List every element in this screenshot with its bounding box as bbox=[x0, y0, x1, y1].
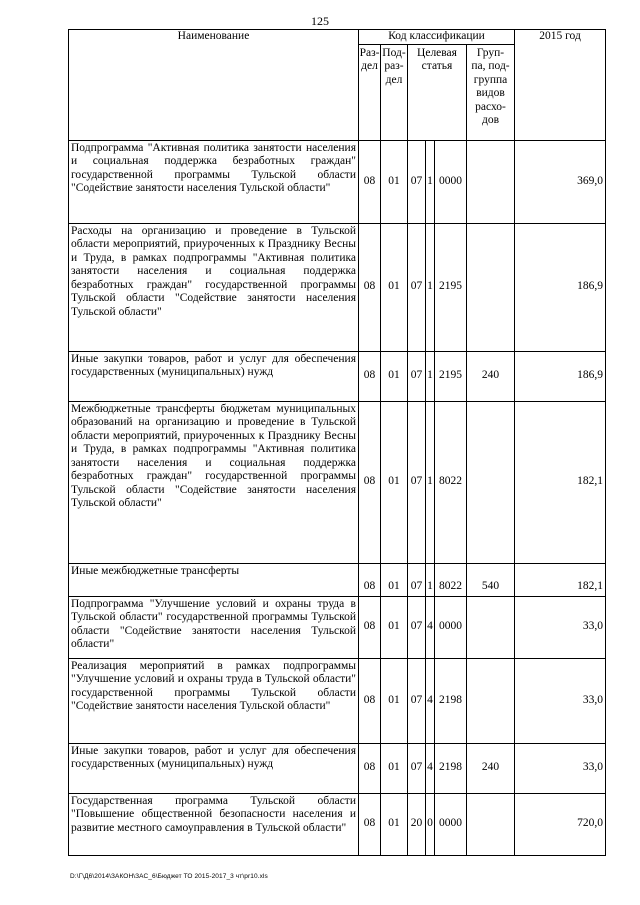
row-target-direction: 0000 bbox=[435, 140, 467, 223]
row-target-subprogram: 4 bbox=[426, 743, 435, 793]
table-body bbox=[69, 140, 606, 855]
row-name: Реализация мероприятий в рамках подпрограммы "Улучшение условий и охраны труда в Тульской области" государственной программы Тульской области "Содействие занятости населения Тульской области" bbox=[69, 658, 359, 743]
header-year: 2015 год bbox=[515, 30, 606, 141]
header-line: дел bbox=[361, 60, 378, 72]
row-subsection: 01 bbox=[381, 140, 408, 223]
row-expense-group: 240 bbox=[467, 743, 515, 793]
row-target-subprogram: 4 bbox=[426, 658, 435, 743]
header-name: Наименование bbox=[69, 30, 359, 141]
row-section: 08 bbox=[359, 793, 381, 855]
row-amount: 186,9 bbox=[515, 223, 606, 351]
row-expense-group bbox=[467, 223, 515, 351]
row-amount: 720,0 bbox=[515, 793, 606, 855]
row-amount: 182,1 bbox=[515, 563, 606, 596]
header-subsection-lines bbox=[381, 47, 407, 88]
header-target-lines bbox=[408, 47, 466, 74]
row-target-subprogram: 1 bbox=[426, 401, 435, 563]
table-header bbox=[69, 30, 606, 141]
header-section bbox=[359, 44, 381, 140]
header-line: Под- bbox=[382, 46, 406, 59]
row-subsection: 01 bbox=[381, 351, 408, 401]
header-line: дов bbox=[482, 114, 500, 126]
row-subsection: 01 bbox=[381, 223, 408, 351]
row-name: Подпрограмма "Активная политика занятости населения и социальная поддержка безработных граждан" государственной программы Тульской области "Содействие занятости населения Тульской области" bbox=[69, 140, 359, 223]
table-row bbox=[69, 596, 606, 658]
row-target-direction: 2195 bbox=[435, 223, 467, 351]
row-name: Иные межбюджетные трансферты bbox=[69, 563, 359, 596]
row-subsection: 01 bbox=[381, 658, 408, 743]
table-row bbox=[69, 743, 606, 793]
row-target-direction: 0000 bbox=[435, 596, 467, 658]
header-line: расхо- bbox=[475, 100, 506, 113]
table-row bbox=[69, 563, 606, 596]
row-expense-group bbox=[467, 140, 515, 223]
header-section-lines bbox=[359, 47, 380, 74]
row-subsection: 01 bbox=[381, 401, 408, 563]
row-subsection: 01 bbox=[381, 743, 408, 793]
header-target bbox=[408, 44, 467, 140]
row-amount: 33,0 bbox=[515, 743, 606, 793]
row-target-program: 07 bbox=[408, 401, 426, 563]
row-expense-group bbox=[467, 793, 515, 855]
footer-file-path: D:\Г\Д6\2014\ЗАКОН\ЗАС_6\Бюджет ТО 2015-2017_3 чт\pr10.xls bbox=[70, 873, 268, 880]
header-line: па, под- bbox=[471, 60, 510, 72]
row-name: Иные закупки товаров, работ и услуг для обеспечения государственных (муниципальных) нужд bbox=[69, 743, 359, 793]
header-line: Раз- bbox=[359, 46, 380, 59]
row-section: 08 bbox=[359, 658, 381, 743]
row-target-program: 07 bbox=[408, 563, 426, 596]
row-target-subprogram: 1 bbox=[426, 563, 435, 596]
row-target-subprogram: 1 bbox=[426, 223, 435, 351]
row-name: Межбюджетные трансферты бюджетам муниципальных образований на организацию и проведение в Тульской области мероприятий, приуроченных к Празднику Весны и Труда, в рамках подпрограммы "Активная политика занятости населения и социальная поддержка безработных граждан" государственной программы Тульской области "Содействие занятости населения Тульской области" bbox=[69, 401, 359, 563]
table-row bbox=[69, 401, 606, 563]
row-name: Расходы на организацию и проведение в Тульской области мероприятий, приуроченных к Празднику Весны и Труда, в рамках подпрограммы "Активная политика занятости населения и социальная поддержка безработных граждан" государственной программы Тульской области "Содействие занятости населения Тульской области" bbox=[69, 223, 359, 351]
table-row bbox=[69, 140, 606, 223]
budget-table bbox=[68, 29, 606, 856]
row-expense-group: 540 bbox=[467, 563, 515, 596]
header-line: дел bbox=[385, 73, 403, 86]
header-line: Груп- bbox=[476, 46, 505, 59]
header-subsection bbox=[381, 44, 408, 140]
row-amount: 369,0 bbox=[515, 140, 606, 223]
row-target-program: 07 bbox=[408, 140, 426, 223]
row-target-program: 07 bbox=[408, 596, 426, 658]
header-line: Целевая bbox=[417, 46, 457, 59]
row-amount: 182,1 bbox=[515, 401, 606, 563]
row-target-direction: 8022 bbox=[435, 563, 467, 596]
row-section: 08 bbox=[359, 223, 381, 351]
row-amount: 186,9 bbox=[515, 351, 606, 401]
page-number: 125 bbox=[311, 14, 329, 28]
table-row bbox=[69, 658, 606, 743]
row-target-direction: 0000 bbox=[435, 793, 467, 855]
row-section: 08 bbox=[359, 563, 381, 596]
header-expense-group bbox=[467, 44, 515, 140]
header-expense-group-lines bbox=[467, 47, 514, 128]
row-target-program: 07 bbox=[408, 658, 426, 743]
row-target-subprogram: 1 bbox=[426, 140, 435, 223]
table-row bbox=[69, 351, 606, 401]
row-target-direction: 8022 bbox=[435, 401, 467, 563]
row-section: 08 bbox=[359, 140, 381, 223]
row-amount: 33,0 bbox=[515, 596, 606, 658]
row-expense-group: 240 bbox=[467, 351, 515, 401]
row-name: Иные закупки товаров, работ и услуг для обеспечения государственных (муниципальных) нужд bbox=[69, 351, 359, 401]
row-target-subprogram: 1 bbox=[426, 351, 435, 401]
row-target-direction: 2195 bbox=[435, 351, 467, 401]
row-target-subprogram: 0 bbox=[426, 793, 435, 855]
row-target-subprogram: 4 bbox=[426, 596, 435, 658]
header-line: группа bbox=[473, 73, 508, 86]
header-classification: Код классификации bbox=[359, 30, 515, 45]
row-expense-group bbox=[467, 596, 515, 658]
row-expense-group bbox=[467, 658, 515, 743]
row-target-program: 07 bbox=[408, 743, 426, 793]
row-target-direction: 2198 bbox=[435, 658, 467, 743]
row-subsection: 01 bbox=[381, 793, 408, 855]
row-section: 08 bbox=[359, 743, 381, 793]
row-name: Государственная программа Тульской области "Повышение общественной безопасности населения и развитие местного самоуправления в Тульской области" bbox=[69, 793, 359, 855]
row-target-program: 07 bbox=[408, 223, 426, 351]
row-expense-group bbox=[467, 401, 515, 563]
table-row bbox=[69, 793, 606, 855]
header-line: раз- bbox=[384, 60, 404, 72]
row-section: 08 bbox=[359, 401, 381, 563]
row-target-program: 07 bbox=[408, 351, 426, 401]
row-amount: 33,0 bbox=[515, 658, 606, 743]
row-name: Подпрограмма "Улучшение условий и охраны труда в Тульской области" государственной программы Тульской области "Содействие занятости населения Тульской области" bbox=[69, 596, 359, 658]
row-subsection: 01 bbox=[381, 596, 408, 658]
row-target-direction: 2198 bbox=[435, 743, 467, 793]
row-subsection: 01 bbox=[381, 563, 408, 596]
row-section: 08 bbox=[359, 351, 381, 401]
row-target-program: 20 bbox=[408, 793, 426, 855]
table-row bbox=[69, 223, 606, 351]
header-line: видов bbox=[476, 87, 505, 99]
row-section: 08 bbox=[359, 596, 381, 658]
header-line: статья bbox=[421, 60, 453, 72]
